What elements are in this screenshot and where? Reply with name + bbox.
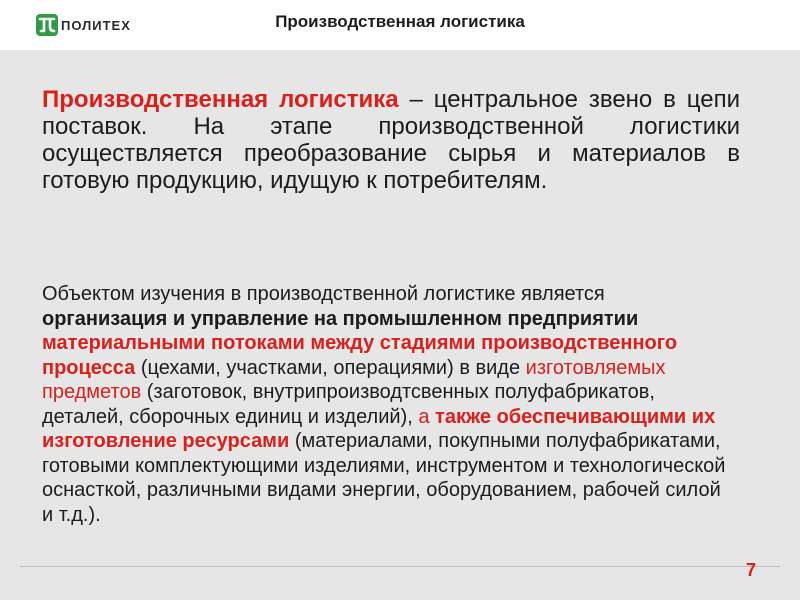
definition-text: – центральное звено в цепи поставок. На этапе производственной логистики осуществляется преобразование сырья и материалов в готовую продукцию, идущую к потребителям. [42,86,740,194]
footer-divider [20,566,780,567]
object-text-1: Объектом изучения в производственной логистике является [42,283,605,305]
object-highlight-bold: организация и управление на промышленном предприятии [42,307,639,330]
definition-term: Производственная логистика [42,86,399,113]
object-highlight-red-3: а [418,405,436,428]
slide-header [0,0,800,50]
object-text-4: (заготовок, внутрипроизводтсвенных полуфабрикатов, деталей, сборочных единиц и изделий), [42,381,655,428]
object-highlight-red-2: изготовляемых предметов [42,356,666,403]
logo-text: ПОЛИТЕХ [61,17,131,33]
slide-title: Производственная логистика [275,12,525,31]
object-text-5: (материалами, покупными полуфабрикатами, готовыми комплектующими изделиями, инструментом и технологической оснасткой, различными видами энергии, оборудованием, рабочей силой и т.д.). [42,430,726,526]
object-highlight-red-4: также обеспечивающими их изготовление ресурсами [42,405,716,452]
page-number: 7 [746,560,757,580]
definition-paragraph [42,86,740,194]
object-text-3: (цехами, участками, операциями) в виде [135,356,526,379]
slide-content [0,50,800,600]
object-highlight-red-1: материальными потоками между стадиями производственного процесса [42,332,678,379]
object-paragraph [42,282,732,527]
